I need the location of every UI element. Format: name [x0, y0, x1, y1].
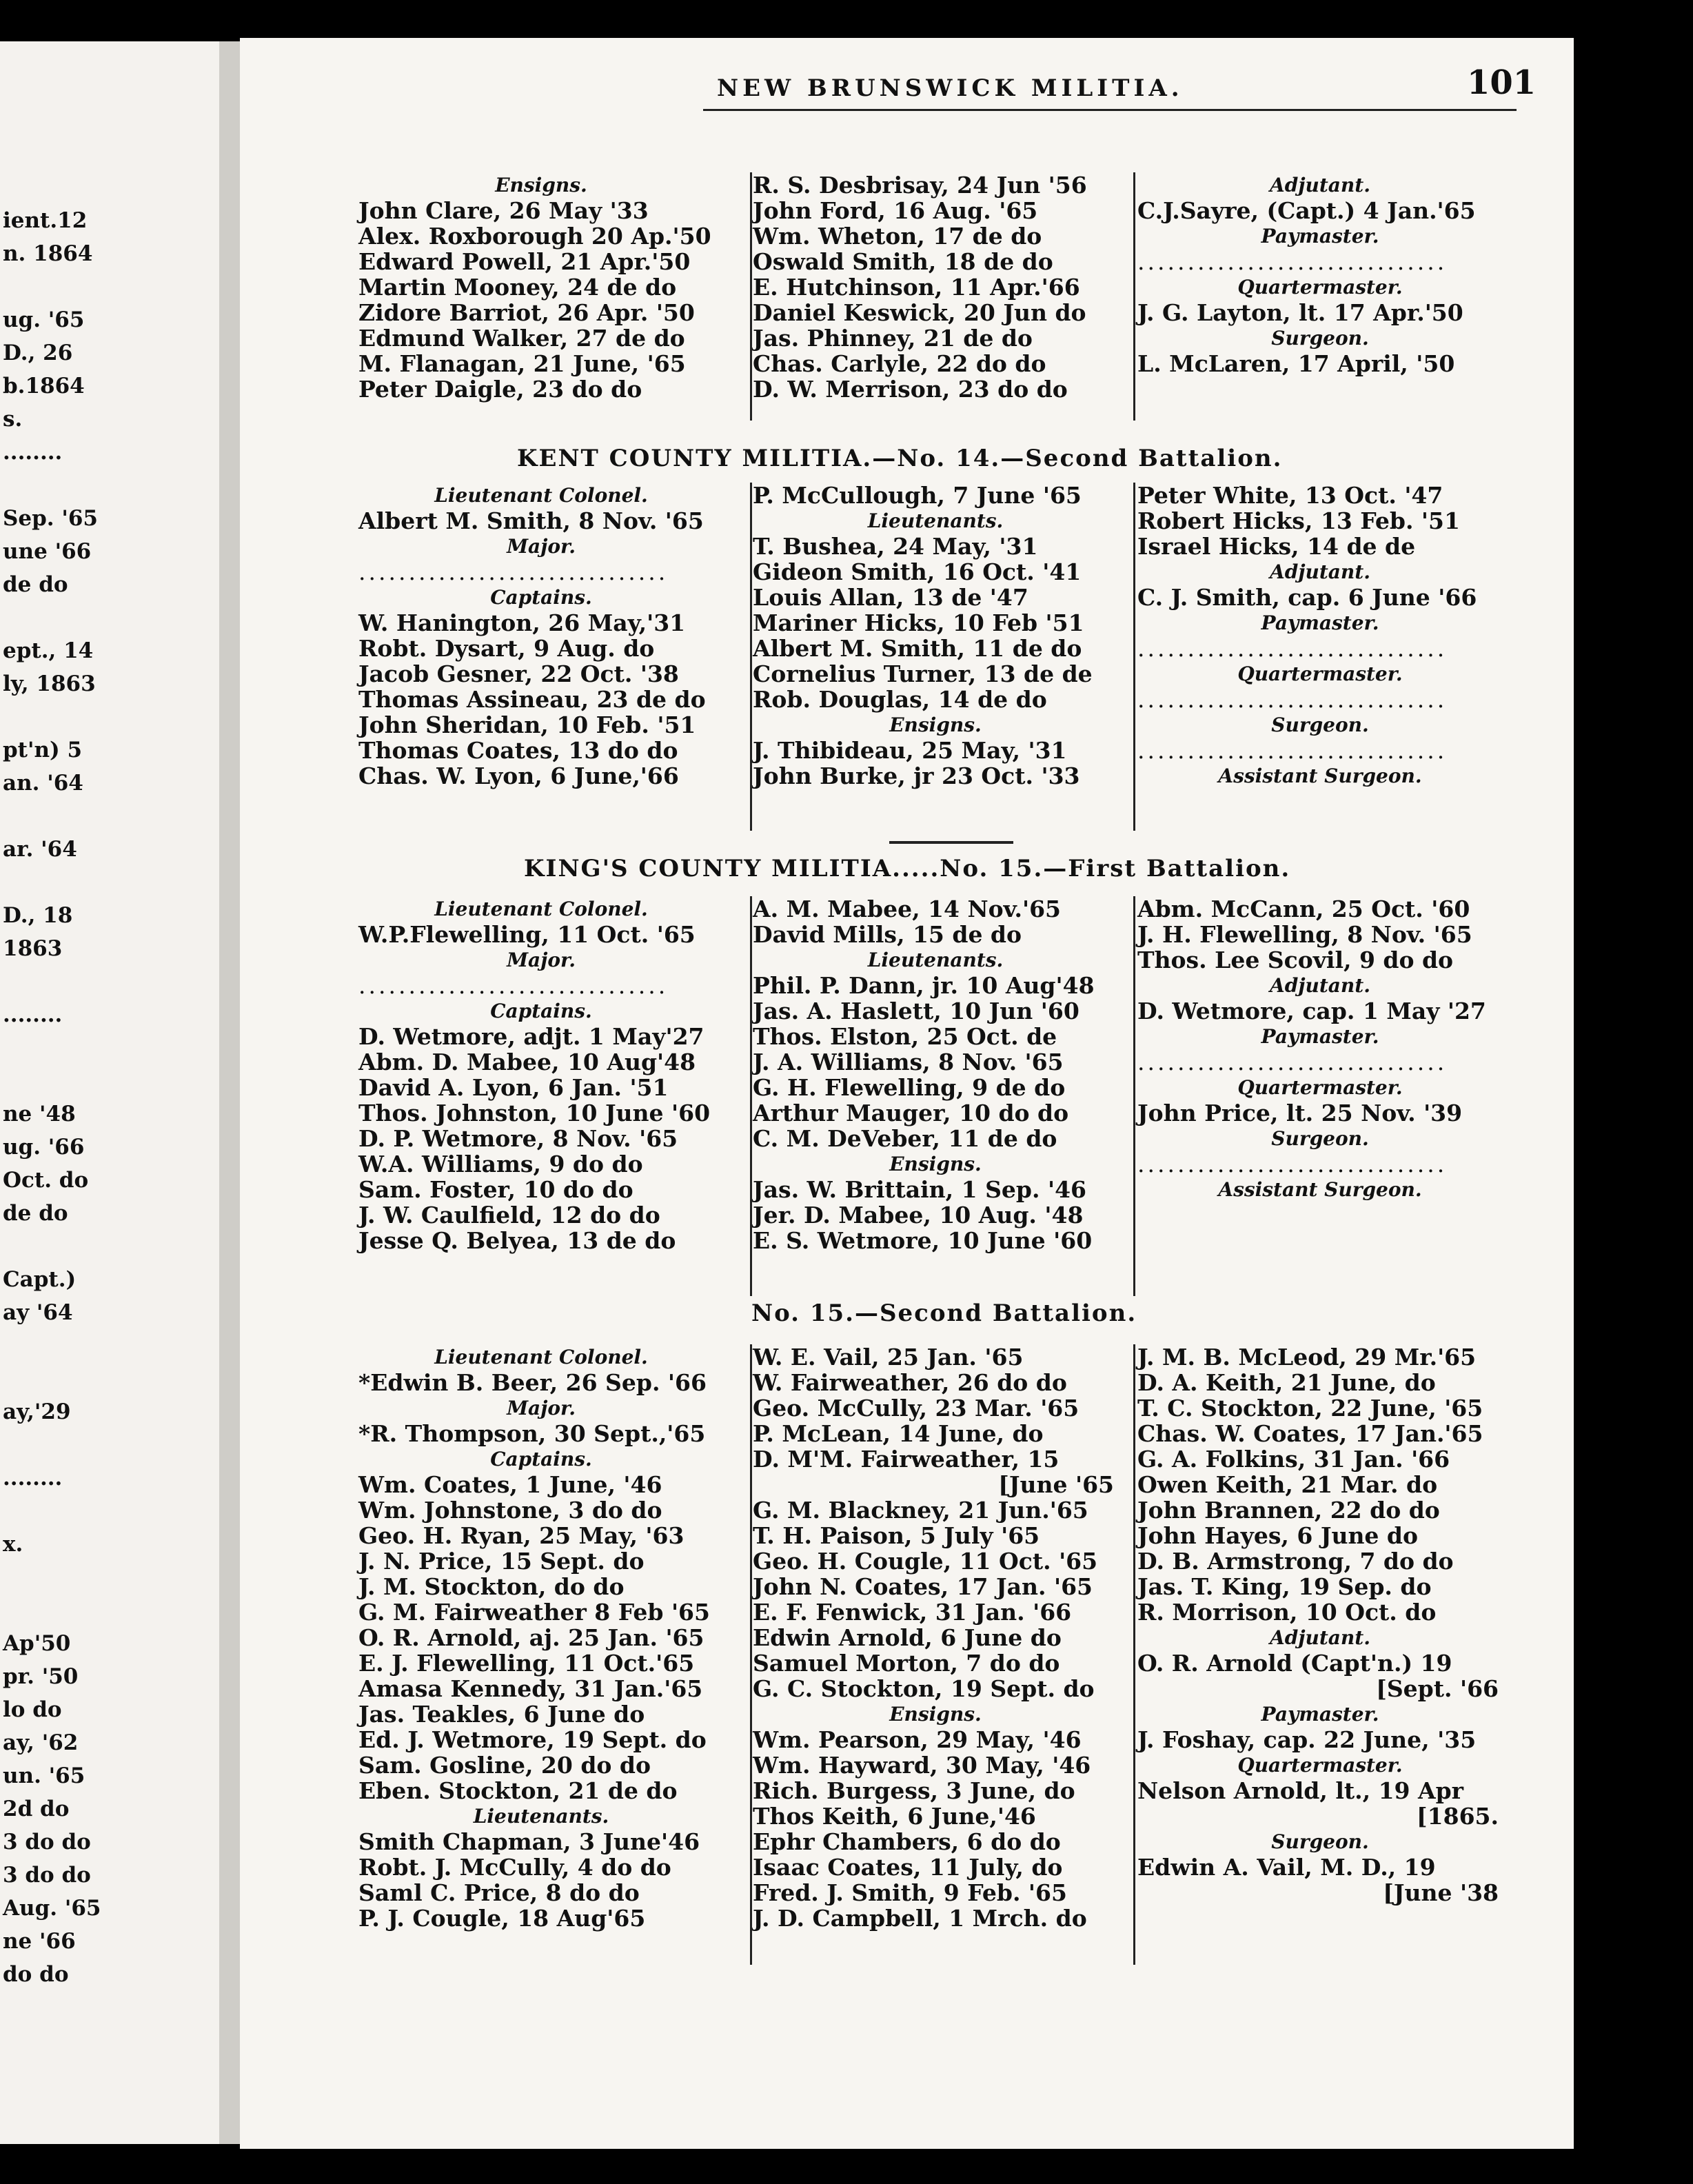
vacant-line: ............................... [358, 973, 669, 998]
roster-entry: P. McCullough, 7 June '65 [753, 482, 1082, 509]
roster-entry: E. F. Fenwick, 31 Jan. '66 [753, 1599, 1072, 1626]
rank-heading: Major. [507, 535, 576, 558]
rank-heading: Lieutenants. [473, 1805, 609, 1828]
roster-entry: Jacob Gesner, 22 Oct. '38 [358, 660, 679, 687]
roster-entry: D. P. Wetmore, 8 Nov. '65 [358, 1125, 678, 1152]
prev-page-fragment: Capt.) [3, 1267, 77, 1292]
roster-entry: L. McLaren, 17 April, '50 [1137, 350, 1455, 377]
roster-entry: J. D. Campbell, 1 Mrch. do [753, 1905, 1087, 1932]
rank-heading: Paymaster. [1261, 1703, 1379, 1726]
kent-col-1 [358, 483, 724, 789]
roster-entry: Alex. Roxborough 20 Ap.'50 [358, 223, 711, 250]
roster-entry: [Sept. '66 [1376, 1675, 1499, 1702]
prev-page-fragment: ne '48 [3, 1102, 76, 1126]
roster-entry: John Hayes, 6 June do [1137, 1522, 1419, 1549]
roster-entry: John Brannen, 22 do do [1137, 1497, 1440, 1524]
roster-entry: D. Wetmore, adjt. 1 May'27 [358, 1023, 704, 1050]
roster-entry: Wm. Wheton, 17 de do [753, 223, 1042, 250]
rank-heading: Lieutenant Colonel. [434, 484, 648, 507]
roster-entry: Smith Chapman, 3 June'46 [358, 1828, 700, 1855]
rank-heading: Adjutant. [1270, 174, 1370, 196]
roster-entry: Owen Keith, 21 Mar. do [1137, 1471, 1438, 1498]
roster-entry: D. M'M. Fairweather, 15 [753, 1446, 1060, 1473]
roster-entry: Geo. H. Cougle, 11 Oct. '65 [753, 1548, 1098, 1575]
rank-heading: Surgeon. [1271, 714, 1369, 736]
roster-entry: David Mills, 15 de do [753, 921, 1022, 948]
roster-entry: D. A. Keith, 21 June, do [1137, 1369, 1436, 1396]
roster-entry: *Edwin B. Beer, 26 Sep. '66 [358, 1369, 707, 1396]
roster-entry: John Sheridan, 10 Feb. '51 [358, 711, 696, 738]
column-divider [1133, 1344, 1135, 1965]
column-divider [750, 172, 752, 421]
roster-entry: J. A. Williams, 8 Nov. '65 [753, 1049, 1064, 1075]
roster-entry: Edwin A. Vail, M. D., 19 [1137, 1854, 1436, 1881]
rank-heading: Lieutenants. [867, 949, 1004, 971]
kent-col-2 [753, 483, 1118, 789]
kings-first-col-2 [753, 896, 1118, 1253]
roster-entry: R. S. Desbrisay, 24 Jun '56 [753, 172, 1087, 199]
kings-first-col-3 [1137, 896, 1503, 1202]
page-number: 101 [1467, 63, 1537, 102]
rank-heading: Adjutant. [1270, 1626, 1370, 1649]
roster-entry: W. Hanington, 26 May,'31 [358, 609, 686, 636]
prev-page-fragment: Sep. '65 [3, 506, 99, 531]
prev-page-fragment: D., 26 [3, 341, 73, 365]
roster-entry: John Burke, jr 23 Oct. '33 [753, 762, 1080, 789]
prev-page-fragment: ept., 14 [3, 638, 94, 663]
roster-entry: Nelson Arnold, lt., 19 Apr [1137, 1777, 1464, 1804]
roster-entry: Wm. Johnstone, 3 do do [358, 1497, 662, 1524]
prev-page-fragment: ay,'29 [3, 1399, 71, 1424]
roster-entry: John Clare, 26 May '33 [358, 197, 649, 224]
prev-page-fragment: ........ [3, 1002, 63, 1027]
roster-entry: Rich. Burgess, 3 June, do [753, 1777, 1075, 1804]
roster-entry: David A. Lyon, 6 Jan. '51 [358, 1074, 669, 1101]
rank-heading: Lieutenant Colonel. [434, 898, 648, 920]
roster-entry: Jer. D. Mabee, 10 Aug. '48 [753, 1202, 1084, 1228]
roster-entry: J. W. Caulfield, 12 do do [358, 1202, 660, 1228]
prev-page-fragment: ly, 1863 [3, 671, 96, 696]
roster-entry: Jesse Q. Belyea, 13 de do [358, 1227, 676, 1254]
prev-page-fragment: Aug. '65 [3, 1896, 101, 1921]
roster-entry: Isaac Coates, 11 July, do [753, 1854, 1063, 1881]
roster-entry: O. R. Arnold (Capt'n.) 19 [1137, 1650, 1452, 1677]
roster-entry: T. H. Paison, 5 July '65 [753, 1522, 1040, 1549]
roster-entry: Sam. Gosline, 20 do do [358, 1752, 651, 1779]
prev-page-fragment: ug. '65 [3, 307, 85, 332]
roster-entry: J. N. Price, 15 Sept. do [358, 1548, 645, 1575]
roster-entry: Louis Allan, 13 de '47 [753, 584, 1028, 611]
roster-entry: Jas. Teakles, 6 June do [358, 1701, 645, 1728]
rank-heading: Assistant Surgeon. [1218, 1178, 1422, 1201]
rank-heading: Ensigns. [889, 1153, 982, 1175]
roster-entry: [June '38 [1383, 1879, 1499, 1906]
roster-entry: Abm. McCann, 25 Oct. '60 [1137, 896, 1470, 922]
prev-page-fragment: lo do [3, 1697, 62, 1722]
prev-page-fragment: n. 1864 [3, 241, 93, 266]
vacant-line: ............................... [1137, 738, 1448, 763]
prev-page-fragment: une '66 [3, 539, 92, 564]
rank-heading: Major. [507, 949, 576, 971]
prev-page-fragment: pt'n) 5 [3, 738, 83, 762]
prev-page-fragment: 1863 [3, 936, 63, 961]
roster-entry: C. M. DeVeber, 11 de do [753, 1125, 1057, 1152]
prev-page-fragment: b.1864 [3, 374, 85, 398]
kings-second-col-3 [1137, 1344, 1503, 1905]
roster-entry: Eben. Stockton, 21 de do [358, 1777, 678, 1804]
roster-entry: G. H. Flewelling, 9 de do [753, 1074, 1066, 1101]
roster-entry: Sam. Foster, 10 do do [358, 1176, 633, 1203]
roster-entry: E. Hutchinson, 11 Apr.'66 [753, 274, 1080, 301]
roster-entry: Robert Hicks, 13 Feb. '51 [1137, 507, 1460, 534]
prev-page-fragment: pr. '50 [3, 1664, 79, 1689]
rank-heading: Lieutenants. [867, 509, 1004, 532]
roster-entry: Zidore Barriot, 26 Apr. '50 [358, 299, 695, 326]
prev-page-fragment: D., 18 [3, 903, 73, 928]
roster-entry: Robt. Dysart, 9 Aug. do [358, 635, 655, 662]
roster-entry: Jas. T. King, 19 Sep. do [1137, 1573, 1432, 1600]
roster-entry: J. G. Layton, lt. 17 Apr.'50 [1137, 299, 1463, 326]
roster-entry: Robt. J. McCully, 4 do do [358, 1854, 671, 1881]
roster-entry: Thomas Assineau, 23 de do [358, 686, 706, 713]
vacant-line: ............................... [1137, 1049, 1448, 1075]
rank-heading: Captains. [490, 1448, 592, 1470]
roster-entry: P. McLean, 14 June, do [753, 1420, 1044, 1447]
column-divider [1133, 172, 1135, 421]
top-col-2 [753, 172, 1118, 402]
roster-entry: John Price, lt. 25 Nov. '39 [1137, 1100, 1463, 1126]
roster-entry: W. E. Vail, 25 Jan. '65 [753, 1344, 1024, 1371]
prev-page-fragment: x. [3, 1532, 23, 1557]
previous-page [0, 41, 219, 2144]
rank-heading: Adjutant. [1270, 560, 1370, 583]
roster-entry: M. Flanagan, 21 June, '65 [358, 350, 686, 377]
roster-entry: Amasa Kennedy, 31 Jan.'65 [358, 1675, 703, 1702]
roster-entry: Martin Mooney, 24 de do [358, 274, 677, 301]
roster-entry: W.A. Williams, 9 do do [358, 1151, 643, 1177]
section-title-kings-first: KING'S COUNTY MILITIA.....No. 15.—First Battalion. [524, 855, 1291, 882]
running-header: NEW BRUNSWICK MILITIA. [717, 74, 1184, 102]
prev-page-fragment: ne '66 [3, 1929, 76, 1954]
roster-entry: Edmund Walker, 27 de do [358, 325, 685, 352]
rank-heading: Quartermaster. [1237, 1754, 1403, 1777]
prev-page-fragment: ay '64 [3, 1300, 73, 1325]
kent-col-3 [1137, 483, 1503, 789]
roster-entry: Geo. H. Ryan, 25 May, '63 [358, 1522, 685, 1549]
top-col-1 [358, 172, 724, 402]
roster-entry: J. Foshay, cap. 22 June, '35 [1137, 1726, 1477, 1753]
vacant-line: ............................... [1137, 636, 1448, 661]
roster-entry: Jas. A. Haslett, 10 Jun '60 [753, 998, 1079, 1024]
section-title-kings-second: No. 15.—Second Battalion. [751, 1300, 1137, 1327]
roster-entry: Edward Powell, 21 Apr.'50 [358, 248, 691, 275]
roster-entry: D. Wetmore, cap. 1 May '27 [1137, 998, 1486, 1024]
top-col-3 [1137, 172, 1503, 376]
roster-entry: E. S. Wetmore, 10 June '60 [753, 1227, 1093, 1254]
roster-entry: Samuel Morton, 7 do do [753, 1650, 1060, 1677]
rank-heading: Lieutenant Colonel. [434, 1346, 648, 1368]
roster-entry: Abm. D. Mabee, 10 Aug'48 [358, 1049, 696, 1075]
rank-heading: Paymaster. [1261, 611, 1379, 634]
column-divider [750, 483, 752, 831]
roster-entry: Fred. J. Smith, 9 Feb. '65 [753, 1879, 1067, 1906]
roster-entry: Saml C. Price, 8 do do [358, 1879, 640, 1906]
vacant-line: ............................... [358, 559, 669, 585]
header-rule [703, 109, 1517, 111]
prev-page-fragment: 3 do do [3, 1830, 91, 1854]
roster-entry: Thos Keith, 6 June,'46 [753, 1803, 1036, 1830]
rank-heading: Quartermaster. [1237, 663, 1403, 685]
prev-page-fragment: de do [3, 1201, 68, 1226]
roster-entry: T. Bushea, 24 May, '31 [753, 533, 1038, 560]
rank-heading: Surgeon. [1271, 1830, 1369, 1853]
roster-entry: A. M. Mabee, 14 Nov.'65 [753, 896, 1061, 922]
roster-entry: P. J. Cougle, 18 Aug'65 [358, 1905, 646, 1932]
prev-page-fragment: 2d do [3, 1797, 70, 1821]
roster-entry: T. C. Stockton, 22 June, '65 [1137, 1395, 1483, 1422]
roster-entry: *R. Thompson, 30 Sept.,'65 [358, 1420, 706, 1447]
rank-heading: Surgeon. [1271, 327, 1369, 350]
section-title-kent: KENT COUNTY MILITIA.—No. 14.—Second Battalion. [517, 445, 1283, 472]
rank-heading: Ensigns. [495, 174, 587, 196]
roster-entry: Jas. Phinney, 21 de do [753, 325, 1033, 352]
rank-heading: Captains. [490, 586, 592, 609]
roster-entry: Rob. Douglas, 14 de do [753, 686, 1047, 713]
roster-entry: Jas. W. Brittain, 1 Sep. '46 [753, 1176, 1086, 1203]
roster-entry: Chas. W. Coates, 17 Jan.'65 [1137, 1420, 1483, 1447]
column-divider [1133, 896, 1135, 1296]
roster-entry: Wm. Pearson, 29 May, '46 [753, 1726, 1082, 1753]
roster-entry: Peter Daigle, 23 do do [358, 376, 642, 403]
rank-heading: Major. [507, 1397, 576, 1419]
vacant-line: ............................... [1137, 249, 1448, 274]
roster-entry: J. H. Flewelling, 8 Nov. '65 [1137, 921, 1472, 948]
rank-heading: Quartermaster. [1237, 276, 1403, 299]
roster-entry: Ed. J. Wetmore, 19 Sept. do [358, 1726, 707, 1753]
roster-entry: [1865. [1417, 1803, 1499, 1830]
roster-entry: D. B. Armstrong, 7 do do [1137, 1548, 1454, 1575]
roster-entry: J. M. B. McLeod, 29 Mr.'65 [1137, 1344, 1477, 1371]
prev-page-fragment: ug. '66 [3, 1135, 85, 1160]
roster-entry: Thomas Coates, 13 do do [358, 737, 678, 764]
rank-heading: Surgeon. [1271, 1127, 1369, 1150]
roster-entry: Arthur Mauger, 10 do do [753, 1100, 1069, 1126]
column-divider [750, 1344, 752, 1965]
section-rule [889, 841, 1013, 844]
roster-entry: Phil. P. Dann, jr. 10 Aug'48 [753, 972, 1095, 999]
roster-entry: G. M. Fairweather 8 Feb '65 [358, 1599, 710, 1626]
prev-page-fragment: Oct. do [3, 1168, 89, 1193]
roster-entry: Cornelius Turner, 13 de de [753, 660, 1093, 687]
rank-heading: Adjutant. [1270, 974, 1370, 997]
roster-entry: J. M. Stockton, do do [358, 1573, 625, 1600]
roster-entry: John Ford, 16 Aug. '65 [753, 197, 1038, 224]
roster-entry: J. Thibideau, 25 May, '31 [753, 737, 1067, 764]
kings-first-col-1 [358, 896, 724, 1253]
roster-entry: G. A. Folkins, 31 Jan. '66 [1137, 1446, 1450, 1473]
vacant-line: ............................... [1137, 1151, 1448, 1177]
rank-heading: Assistant Surgeon. [1218, 765, 1422, 787]
roster-entry: W.P.Flewelling, 11 Oct. '65 [358, 921, 696, 948]
roster-entry: Daniel Keswick, 20 Jun do [753, 299, 1086, 326]
prev-page-fragment: un. '65 [3, 1763, 85, 1788]
prev-page-fragment: an. '64 [3, 771, 83, 796]
prev-page-fragment: Ap'50 [3, 1631, 71, 1656]
roster-entry: John N. Coates, 17 Jan. '65 [753, 1573, 1093, 1600]
column-divider [750, 896, 752, 1296]
roster-entry: G. C. Stockton, 19 Sept. do [753, 1675, 1095, 1702]
page-gutter [219, 41, 240, 2144]
vacant-line: ............................... [1137, 687, 1448, 712]
roster-entry: Albert M. Smith, 11 de do [753, 635, 1082, 662]
roster-entry: C. J. Smith, cap. 6 June '66 [1137, 584, 1477, 611]
roster-entry: Wm. Coates, 1 June, '46 [358, 1471, 662, 1498]
roster-entry: Wm. Hayward, 30 May, '46 [753, 1752, 1091, 1779]
rank-heading: Captains. [490, 1000, 592, 1022]
roster-entry: D. W. Merrison, 23 do do [753, 376, 1068, 403]
roster-entry: Israel Hicks, 14 de de [1137, 533, 1416, 560]
roster-entry: Thos. Johnston, 10 June '60 [358, 1100, 711, 1126]
prev-page-fragment: ........ [3, 440, 63, 465]
roster-entry: Albert M. Smith, 8 Nov. '65 [358, 507, 704, 534]
roster-entry: Geo. McCully, 23 Mar. '65 [753, 1395, 1079, 1422]
prev-page-fragment: de do [3, 572, 68, 597]
rank-heading: Ensigns. [889, 714, 982, 736]
prev-page-fragment: do do [3, 1962, 69, 1987]
roster-entry: R. Morrison, 10 Oct. do [1137, 1599, 1437, 1626]
kings-second-col-1 [358, 1344, 724, 1931]
roster-entry: Thos. Lee Scovil, 9 do do [1137, 947, 1454, 973]
roster-entry: Oswald Smith, 18 de do [753, 248, 1053, 275]
prev-page-fragment: s. [3, 407, 23, 432]
rank-heading: Paymaster. [1261, 225, 1379, 247]
roster-entry: C.J.Sayre, (Capt.) 4 Jan.'65 [1137, 197, 1476, 224]
roster-entry: Mariner Hicks, 10 Feb '51 [753, 609, 1084, 636]
roster-entry: O. R. Arnold, aj. 25 Jan. '65 [358, 1624, 704, 1651]
roster-entry: [June '65 [998, 1471, 1114, 1498]
prev-page-fragment: ay, '62 [3, 1730, 79, 1755]
roster-entry: G. M. Blackney, 21 Jun.'65 [753, 1497, 1088, 1524]
prev-page-fragment: 3 do do [3, 1863, 91, 1888]
prev-page-fragment: ar. '64 [3, 837, 77, 862]
prev-page-fragment: ........ [3, 1466, 63, 1490]
roster-entry: E. J. Flewelling, 11 Oct.'65 [358, 1650, 695, 1677]
roster-entry: Gideon Smith, 16 Oct. '41 [753, 558, 1082, 585]
rank-heading: Paymaster. [1261, 1025, 1379, 1048]
roster-entry: Chas. Carlyle, 22 do do [753, 350, 1046, 377]
column-divider [1133, 483, 1135, 831]
prev-page-fragment: ient.12 [3, 208, 88, 233]
roster-entry: W. Fairweather, 26 do do [753, 1369, 1067, 1396]
kings-second-col-2 [753, 1344, 1118, 1931]
roster-entry: Edwin Arnold, 6 June do [753, 1624, 1062, 1651]
roster-entry: Peter White, 13 Oct. '47 [1137, 482, 1443, 509]
roster-entry: Ephr Chambers, 6 do do [753, 1828, 1061, 1855]
roster-entry: Chas. W. Lyon, 6 June,'66 [358, 762, 679, 789]
rank-heading: Quartermaster. [1237, 1076, 1403, 1099]
rank-heading: Ensigns. [889, 1703, 982, 1726]
roster-entry: Thos. Elston, 25 Oct. de [753, 1023, 1057, 1050]
